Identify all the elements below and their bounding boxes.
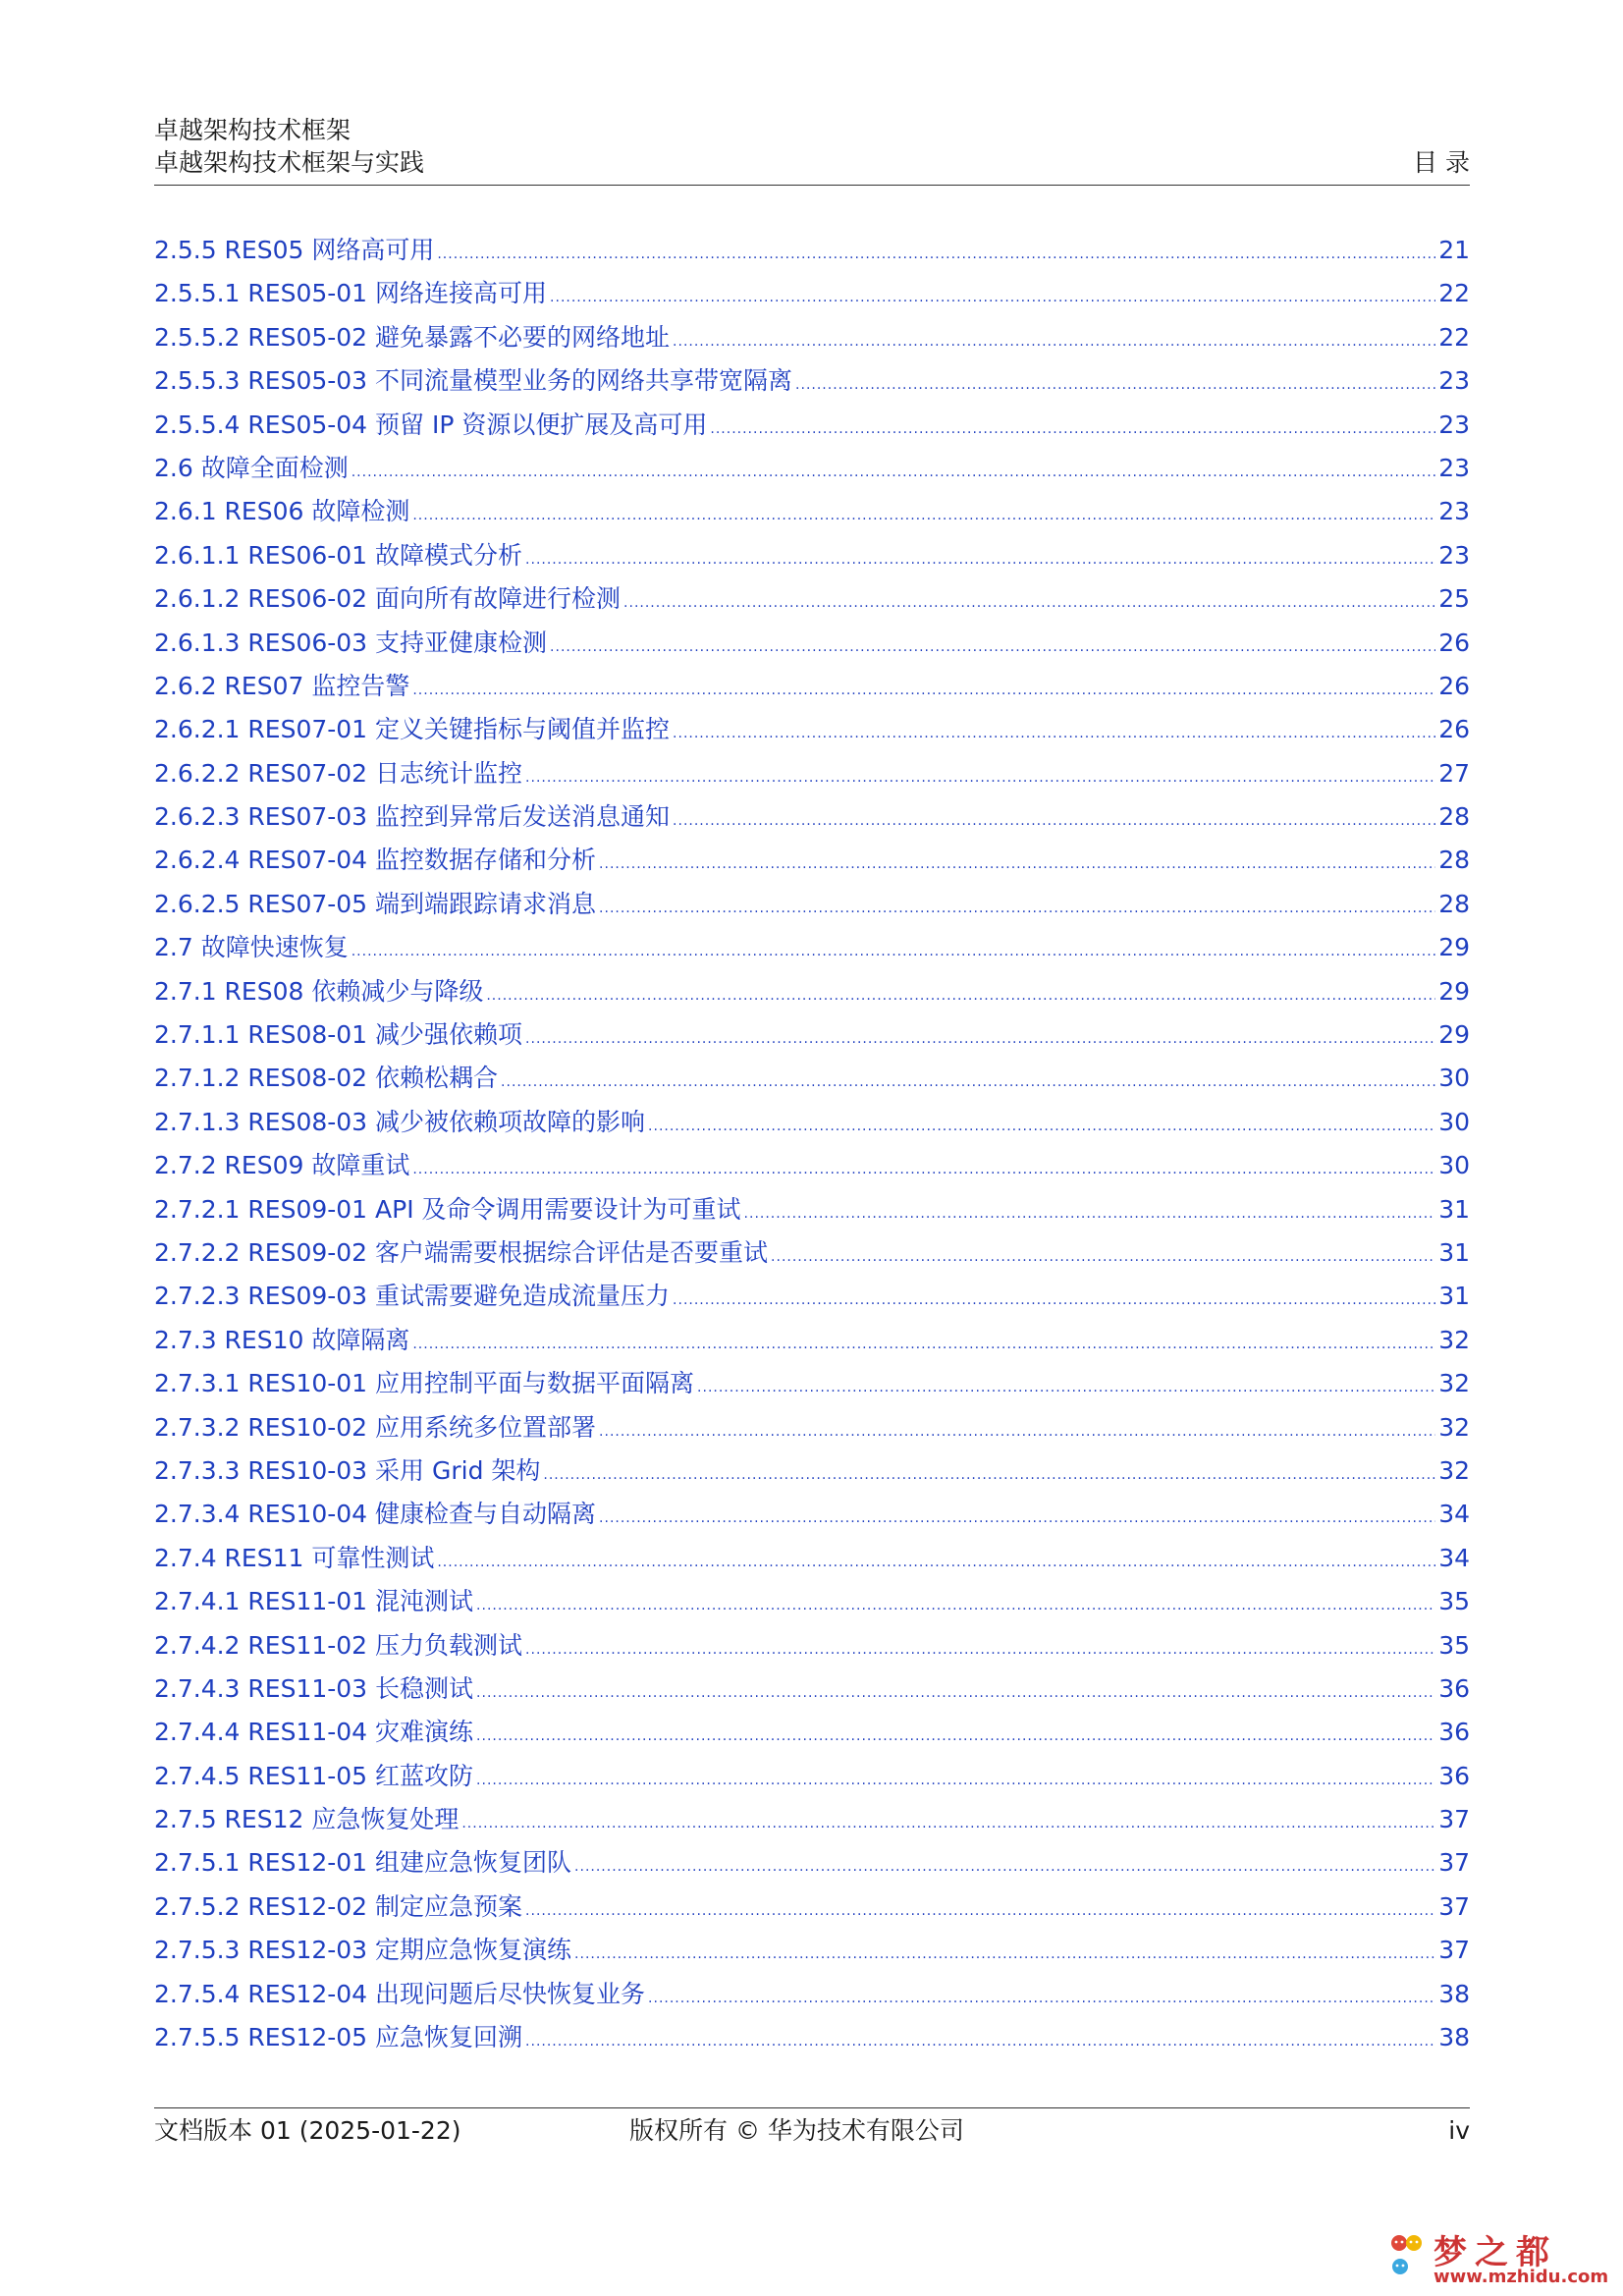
toc-dot-leader [623, 581, 1435, 625]
toc-entry[interactable] [154, 1144, 1470, 1187]
toc-dot-leader [525, 2020, 1435, 2063]
toc-entry[interactable] [154, 229, 1470, 272]
toc-entry-title[interactable]: 2.7.4.2 RES11-02 压力负载测试 [154, 1630, 523, 1660]
toc-entry-title[interactable]: 2.7.5.2 RES12-02 制定应急预案 [154, 1891, 523, 1921]
toc-dot-leader [673, 320, 1435, 363]
toc-dot-leader [412, 494, 1435, 537]
toc-entry-title[interactable]: 2.7.5.4 RES12-04 出现问题后尽快恢复业务 [154, 1979, 646, 2008]
toc-entry-title[interactable]: 2.7.4.3 RES11-03 长稳测试 [154, 1673, 474, 1703]
footer-page-number: iv [1448, 2116, 1470, 2145]
toc-entry-page[interactable]: 37 [1438, 1891, 1470, 1921]
toc-entry-page[interactable]: 36 [1438, 1673, 1470, 1703]
toc-entry-title[interactable]: 2.6.2.3 RES07-03 监控到异常后发送消息通知 [154, 802, 671, 832]
toc-entry-page[interactable]: 37 [1438, 1805, 1470, 1834]
toc-entry-page[interactable]: 31 [1438, 1194, 1470, 1224]
toc-entry-page[interactable]: 23 [1438, 453, 1470, 482]
toc-entry-page[interactable]: 36 [1438, 1718, 1470, 1747]
toc-entry-title[interactable]: 2.7.1.1 RES08-01 减少强依赖项 [154, 1020, 523, 1050]
toc-entry[interactable] [154, 1973, 1470, 2016]
toc-dot-leader [543, 1453, 1435, 1497]
toc-entry-title[interactable]: 2.7.5 RES12 应急恢复处理 [154, 1805, 460, 1834]
toc-entry-page[interactable]: 32 [1438, 1412, 1470, 1442]
toc-entry-title[interactable]: 2.7.4.4 RES11-04 灾难演练 [154, 1718, 474, 1747]
toc-dot-leader [744, 1192, 1436, 1235]
toc-entry[interactable] [154, 665, 1470, 708]
toc-entry[interactable] [154, 795, 1470, 839]
toc-entry-page[interactable]: 30 [1438, 1151, 1470, 1180]
toc-entry[interactable] [154, 2016, 1470, 2059]
toc-dot-leader [476, 1759, 1435, 1802]
toc-entry-page[interactable]: 37 [1438, 1848, 1470, 1878]
toc-dot-leader [476, 1715, 1435, 1758]
toc-entry-title[interactable]: 2.7.4.1 RES11-01 混沌测试 [154, 1587, 474, 1616]
toc-entry[interactable] [154, 1101, 1470, 1144]
toc-entry-title[interactable]: 2.7.1.3 RES08-03 减少被依赖项故障的影响 [154, 1107, 646, 1136]
toc-entry-title[interactable]: 2.6 故障全面检测 [154, 453, 349, 482]
toc-entry-page[interactable]: 26 [1438, 671, 1470, 700]
toc-entry[interactable] [154, 1362, 1470, 1405]
toc-dot-leader [795, 363, 1435, 407]
toc-entry[interactable] [154, 1929, 1470, 1972]
toc-dot-leader [710, 408, 1435, 451]
toc-entry-title[interactable]: 2.5.5.4 RES05-04 预留 IP 资源以便扩展及高可用 [154, 410, 708, 439]
toc-entry-page[interactable]: 32 [1438, 1455, 1470, 1485]
toc-entry[interactable] [154, 490, 1470, 533]
toc-entry[interactable] [154, 1406, 1470, 1449]
toc-entry[interactable] [154, 1711, 1470, 1754]
toc-entry-page[interactable]: 30 [1438, 1064, 1470, 1093]
toc-entry-title[interactable]: 2.7.3.1 RES10-01 应用控制平面与数据平面隔离 [154, 1369, 695, 1398]
toc-entry[interactable] [154, 1755, 1470, 1798]
toc-entry-title[interactable]: 2.7.2.3 RES09-03 重试需要避免造成流量压力 [154, 1282, 671, 1311]
toc-dot-leader [476, 1671, 1435, 1715]
toc-dot-leader [525, 1628, 1435, 1671]
toc-entry-page[interactable]: 29 [1438, 976, 1470, 1006]
toc-entry[interactable] [154, 883, 1470, 926]
toc-dot-leader [648, 1977, 1435, 2020]
toc-entry-title[interactable]: 2.7.1.2 RES08-02 依赖松耦合 [154, 1064, 499, 1093]
watermark [1386, 2231, 1622, 2290]
toc-entry[interactable] [154, 1449, 1470, 1493]
toc-entry-title[interactable]: 2.6.2 RES07 监控告警 [154, 671, 410, 700]
footer-copyright: 版权所有 © 华为技术有限公司 [629, 2116, 964, 2145]
toc-dot-leader [574, 1845, 1435, 1888]
toc-entry-title[interactable]: 2.7.2 RES09 故障重试 [154, 1151, 410, 1180]
page-header [154, 112, 1470, 186]
toc-entry-page[interactable]: 30 [1438, 1107, 1470, 1136]
toc-dot-leader [461, 1802, 1435, 1845]
toc-dot-leader [599, 1497, 1435, 1540]
toc-entry-page[interactable]: 29 [1438, 933, 1470, 962]
toc-dot-leader [574, 1933, 1435, 1976]
toc-entry-page[interactable]: 32 [1438, 1325, 1470, 1354]
toc-entry[interactable] [154, 1188, 1470, 1231]
toc-entry-title[interactable]: 2.7.5.3 RES12-03 定期应急恢复演练 [154, 1936, 572, 1965]
toc-entry-page[interactable]: 26 [1438, 715, 1470, 744]
toc-entry[interactable] [154, 708, 1470, 751]
toc-entry[interactable] [154, 1886, 1470, 1929]
toc-entry-page[interactable]: 28 [1438, 802, 1470, 832]
toc-entry-page[interactable]: 23 [1438, 366, 1470, 396]
toc-entry-title[interactable]: 2.6.2.1 RES07-01 定义关键指标与阈值并监控 [154, 715, 671, 744]
toc-entry-page[interactable]: 35 [1438, 1630, 1470, 1660]
header-doc-title: 卓越架构技术框架 [154, 116, 352, 144]
toc-entry[interactable] [154, 1841, 1470, 1885]
toc-dot-leader [352, 930, 1435, 973]
footer-version: 文档版本 01 (2025-01-22) [154, 2116, 461, 2145]
toc-entry[interactable] [154, 359, 1470, 403]
toc-dot-leader [525, 756, 1435, 799]
toc-entry[interactable] [154, 272, 1470, 315]
toc-entry-page[interactable]: 35 [1438, 1587, 1470, 1616]
toc-entry-title[interactable]: 2.5.5.3 RES05-03 不同流量模型业务的网络共享带宽隔离 [154, 366, 793, 396]
toc-dot-leader [525, 538, 1435, 581]
toc-entry-page[interactable]: 38 [1438, 2023, 1470, 2052]
toc-entry-page[interactable]: 27 [1438, 758, 1470, 788]
toc-dot-leader [673, 712, 1435, 755]
toc-entry-title[interactable]: 2.6.2.2 RES07-02 日志统计监控 [154, 758, 523, 788]
toc-entry[interactable] [154, 752, 1470, 795]
toc-entry[interactable] [154, 1798, 1470, 1841]
toc-entry[interactable] [154, 1275, 1470, 1318]
toc-entry[interactable] [154, 1624, 1470, 1667]
toc-dot-leader [525, 1889, 1435, 1933]
toc-dot-leader [437, 233, 1435, 276]
toc-dot-leader [599, 887, 1435, 930]
toc-entry[interactable] [154, 577, 1470, 621]
toc-dot-leader [476, 1584, 1435, 1627]
toc-entry-page[interactable]: 29 [1438, 1020, 1470, 1050]
toc-entry[interactable] [154, 1319, 1470, 1362]
toc-entry-page[interactable]: 26 [1438, 628, 1470, 657]
toc-entry-page[interactable]: 31 [1438, 1237, 1470, 1267]
toc-entry[interactable] [154, 622, 1470, 665]
toc-entry-page[interactable]: 23 [1438, 540, 1470, 570]
watermark-url: www.mzhidu.com [1434, 2267, 1609, 2287]
page-footer [154, 2107, 1470, 2152]
toc-entry-page[interactable]: 22 [1438, 279, 1470, 308]
toc-entry-title[interactable]: 2.6.1.2 RES06-02 面向所有故障进行检测 [154, 584, 622, 614]
toc-dot-leader [437, 1541, 1435, 1584]
toc-entry-title[interactable]: 2.7.5.5 RES12-05 应急恢复回溯 [154, 2023, 523, 2052]
toc-entry-title[interactable]: 2.6.2.4 RES07-04 监控数据存储和分析 [154, 846, 597, 875]
toc-entry[interactable] [154, 1667, 1470, 1711]
header-doc-subtitle: 卓越架构技术框架与实践 [154, 148, 425, 177]
toc-entry[interactable] [154, 839, 1470, 882]
toc-entry-title[interactable]: 2.5.5 RES05 网络高可用 [154, 236, 435, 264]
toc-entry[interactable] [154, 316, 1470, 359]
table-of-contents [154, 229, 1470, 2059]
toc-entry-title[interactable]: 2.7 故障快速恢复 [154, 933, 349, 962]
toc-dot-leader [599, 1410, 1435, 1453]
watermark-brand: 梦之都 [1434, 2233, 1557, 2272]
toc-entry-page[interactable]: 25 [1438, 584, 1470, 614]
toc-entry-title[interactable]: 2.7.5.1 RES12-01 组建应急恢复团队 [154, 1848, 572, 1878]
toc-entry-title[interactable]: 2.6.1.3 RES06-03 支持亚健康检测 [154, 628, 548, 657]
toc-entry[interactable] [154, 447, 1470, 490]
toc-entry-title[interactable]: 2.7.4 RES11 可靠性测试 [154, 1543, 435, 1572]
toc-entry[interactable] [154, 970, 1470, 1013]
toc-entry[interactable] [154, 534, 1470, 577]
toc-dot-leader [412, 1323, 1435, 1366]
toc-entry[interactable] [154, 926, 1470, 969]
toc-dot-leader [550, 276, 1435, 319]
toc-entry-page[interactable]: 34 [1438, 1543, 1470, 1572]
toc-entry[interactable] [154, 1580, 1470, 1623]
toc-entry-page[interactable]: 34 [1438, 1500, 1470, 1529]
toc-entry-page[interactable]: 38 [1438, 1979, 1470, 2008]
toc-entry-title[interactable]: 2.7.3.2 RES10-02 应用系统多位置部署 [154, 1412, 597, 1442]
toc-dot-leader [673, 1279, 1435, 1322]
toc-entry[interactable] [154, 1231, 1470, 1275]
toc-entry[interactable] [154, 404, 1470, 447]
toc-entry-page[interactable]: 32 [1438, 1369, 1470, 1398]
toc-entry-title[interactable]: 2.7.4.5 RES11-05 红蓝攻防 [154, 1761, 474, 1790]
toc-dot-leader [486, 974, 1435, 1017]
toc-dot-leader [771, 1235, 1435, 1279]
toc-entry-page[interactable]: 36 [1438, 1761, 1470, 1790]
toc-dot-leader [550, 626, 1435, 669]
toc-entry-title[interactable]: 2.6.1 RES06 故障检测 [154, 497, 410, 526]
toc-entry[interactable] [154, 1493, 1470, 1536]
toc-entry[interactable] [154, 1013, 1470, 1057]
toc-dot-leader [412, 669, 1435, 712]
header-section-name: 目 录 [1413, 148, 1470, 177]
toc-entry-title[interactable]: 2.7.3.3 RES10-03 采用 Grid 架构 [154, 1455, 541, 1485]
toc-entry-title[interactable]: 2.7.3 RES10 故障隔离 [154, 1325, 410, 1354]
toc-entry-title[interactable]: 2.7.1 RES08 依赖减少与降级 [154, 976, 484, 1006]
toc-dot-leader [673, 799, 1435, 843]
toc-entry-title[interactable]: 2.5.5.1 RES05-01 网络连接高可用 [154, 279, 548, 308]
toc-entry-title[interactable]: 2.5.5.2 RES05-02 避免暴露不必要的网络地址 [154, 322, 671, 352]
toc-entry[interactable] [154, 1537, 1470, 1580]
toc-entry-page[interactable]: 23 [1438, 410, 1470, 439]
toc-dot-leader [697, 1366, 1435, 1409]
toc-entry-page[interactable]: 22 [1438, 322, 1470, 352]
toc-dot-leader [599, 843, 1435, 886]
toc-dot-leader [525, 1017, 1435, 1061]
toc-entry-title[interactable]: 2.7.3.4 RES10-04 健康检查与自动隔离 [154, 1500, 597, 1529]
toc-entry-page[interactable]: 23 [1438, 497, 1470, 526]
toc-entry-page[interactable]: 28 [1438, 846, 1470, 875]
toc-dot-leader [352, 451, 1435, 494]
toc-entry-title[interactable]: 2.6.2.5 RES07-05 端到端跟踪请求消息 [154, 889, 597, 918]
toc-dot-leader [648, 1105, 1435, 1148]
toc-entry-page[interactable]: 21 [1438, 236, 1470, 264]
toc-entry-title[interactable]: 2.6.1.1 RES06-01 故障模式分析 [154, 540, 523, 570]
toc-dot-leader [412, 1148, 1435, 1191]
toc-entry-page[interactable]: 37 [1438, 1936, 1470, 1965]
toc-dot-leader [501, 1061, 1435, 1104]
toc-entry-title[interactable]: 2.7.2.1 RES09-01 API 及命令调用需要设计为可重试 [154, 1194, 741, 1224]
toc-entry-page[interactable]: 31 [1438, 1282, 1470, 1311]
watermark-logo-icon [1390, 2231, 1424, 2286]
toc-entry-title[interactable]: 2.7.2.2 RES09-02 客户端需要根据综合评估是否要重试 [154, 1237, 769, 1267]
toc-entry-page[interactable]: 28 [1438, 889, 1470, 918]
toc-entry[interactable] [154, 1057, 1470, 1100]
